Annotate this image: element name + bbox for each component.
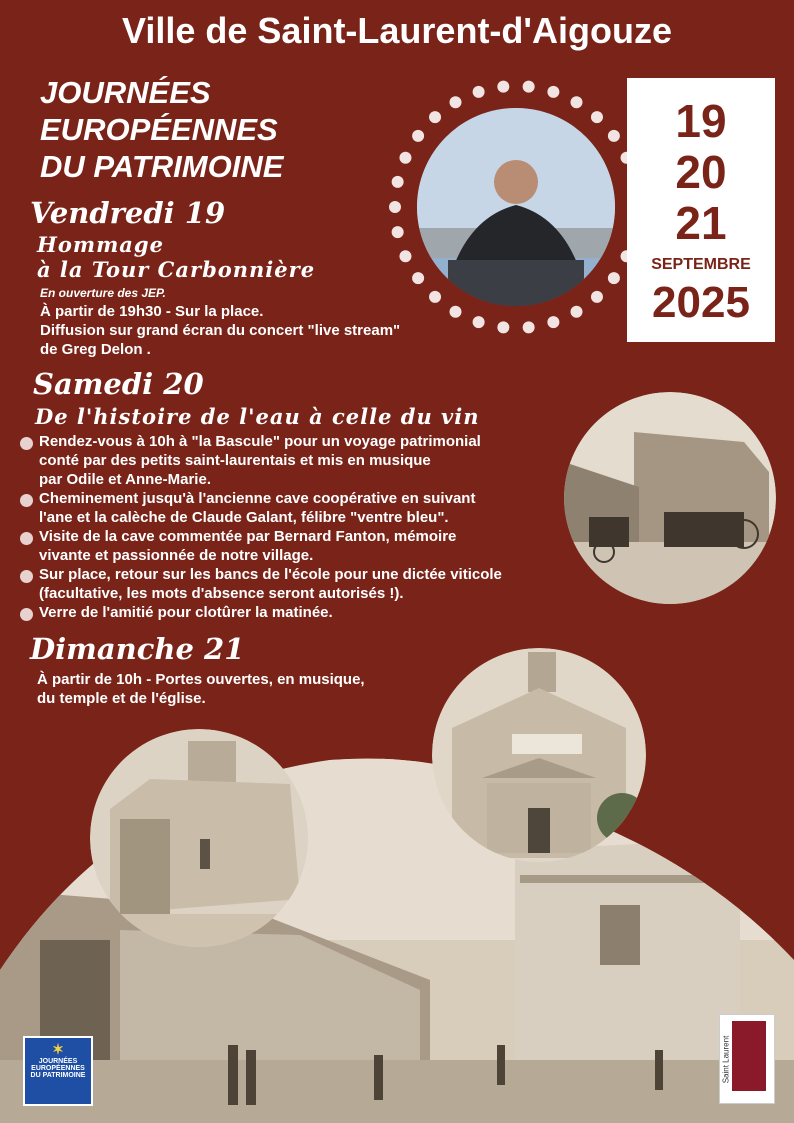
ring-dot (429, 291, 441, 303)
event-title-line: DU PATRIMOINE (40, 149, 284, 184)
list-item (20, 527, 550, 565)
ring-dot (399, 250, 411, 262)
bullet-icon (20, 494, 33, 507)
friday-subtitle-2: à la Tour Carbonnière (37, 257, 316, 282)
ring-dot (571, 306, 583, 318)
temple-photo (432, 648, 646, 862)
list-item-line: Rendez-vous à 10h à "la Bascule" pour un voyage patrimonial (39, 433, 481, 450)
friday-heading: Vendredi 19 (30, 196, 226, 230)
ring-dot (523, 321, 535, 333)
date-box (627, 78, 775, 342)
jep-logo-text: DU PATRIMOINE (30, 1072, 86, 1079)
sunday-line: du temple et de l'église. (37, 690, 206, 707)
cave-photo (564, 392, 776, 604)
date-year: 2025 (652, 278, 750, 327)
city-title: Ville de Saint-Laurent-d'Aigouze (122, 10, 672, 51)
ring-dot (608, 272, 620, 284)
ring-dot (591, 291, 603, 303)
ring-dot (450, 96, 462, 108)
bullet-icon (20, 437, 33, 450)
ring-dot (473, 86, 485, 98)
sunday-heading: Dimanche 21 (30, 632, 245, 666)
list-item (20, 603, 550, 622)
list-item-line: Sur place, retour sur les bancs de l'école pour une dictée viticole (39, 566, 502, 583)
date-day-21: 21 (675, 197, 727, 249)
friday-line: de Greg Delon . (40, 341, 151, 358)
list-item-line: vivante et passionnée de notre village. (39, 547, 314, 564)
friday-note: En ouverture des JEP. (40, 286, 166, 300)
dj-photo (388, 70, 648, 345)
ring-dot (523, 81, 535, 93)
date-month: SEPTEMBRE (651, 256, 751, 273)
jep-logo-text: EUROPÉENNES (31, 1065, 85, 1072)
ring-dot (497, 81, 509, 93)
list-item-line: (facultative, les mots d'absence seront autorisés !). (39, 585, 404, 602)
church-photo (90, 729, 308, 947)
sunday-details (37, 670, 365, 708)
list-item-line: l'ane et la calèche de Claude Galant, félibre "ventre bleu". (39, 509, 449, 526)
bullet-icon (20, 532, 33, 545)
logo-emblem-icon (732, 1021, 766, 1091)
list-item (20, 565, 550, 603)
friday-line: À partir de 19h30 - Sur la place. (40, 303, 264, 320)
list-item (20, 432, 550, 489)
date-day-19: 19 (675, 95, 727, 147)
ring-dot (547, 86, 559, 98)
ring-dot (399, 152, 411, 164)
ring-dot (450, 306, 462, 318)
list-item (20, 489, 550, 527)
list-item-line: Verre de l'amitié pour clotûrer la matinée. (39, 604, 333, 621)
list-item-line: conté par des petits saint-laurentais et mis en musique (39, 452, 431, 469)
list-item-line: par Odile et Anne-Marie. (39, 471, 211, 488)
saint-laurent-logo (719, 1014, 775, 1104)
saturday-list (20, 432, 550, 622)
friday-line: Diffusion sur grand écran du concert "live stream" (40, 322, 401, 339)
ring-dot (429, 111, 441, 123)
event-title-line: EUROPÉENNES (40, 112, 278, 147)
ring-dot (392, 176, 404, 188)
ring-dot (608, 130, 620, 142)
list-item-line: Cheminement jusqu'à l'ancienne cave coopérative en suivant (39, 490, 476, 507)
event-title (40, 74, 283, 185)
bullet-icon (20, 608, 33, 621)
eu-stars-icon: ✶ (52, 1041, 64, 1057)
saint-laurent-logo-text: Saint Laurent (721, 1035, 731, 1084)
jep-logo-text: JOURNÉES (38, 1058, 78, 1065)
ring-dot (412, 272, 424, 284)
list-item-line: Visite de la cave commentée par Bernard Fanton, mémoire (39, 528, 457, 545)
ring-dot (571, 96, 583, 108)
ring-dot (547, 316, 559, 328)
friday-details (40, 302, 400, 359)
bullet-icon (20, 570, 33, 583)
ring-dot (473, 316, 485, 328)
ring-dot (389, 201, 401, 213)
saturday-heading: Samedi 20 (33, 367, 204, 401)
friday-subtitle-1: Hommage (37, 232, 164, 257)
ring-dot (497, 321, 509, 333)
jep-logo (23, 1036, 93, 1106)
date-day-20: 20 (675, 146, 727, 198)
event-title-line: JOURNÉES (40, 75, 211, 110)
saturday-subtitle: De l'histoire de l'eau à celle du vin (35, 404, 480, 429)
ring-dot (412, 130, 424, 142)
ring-dot (392, 226, 404, 238)
ring-dot (591, 111, 603, 123)
sunday-line: À partir de 10h - Portes ouvertes, en musique, (37, 671, 365, 688)
